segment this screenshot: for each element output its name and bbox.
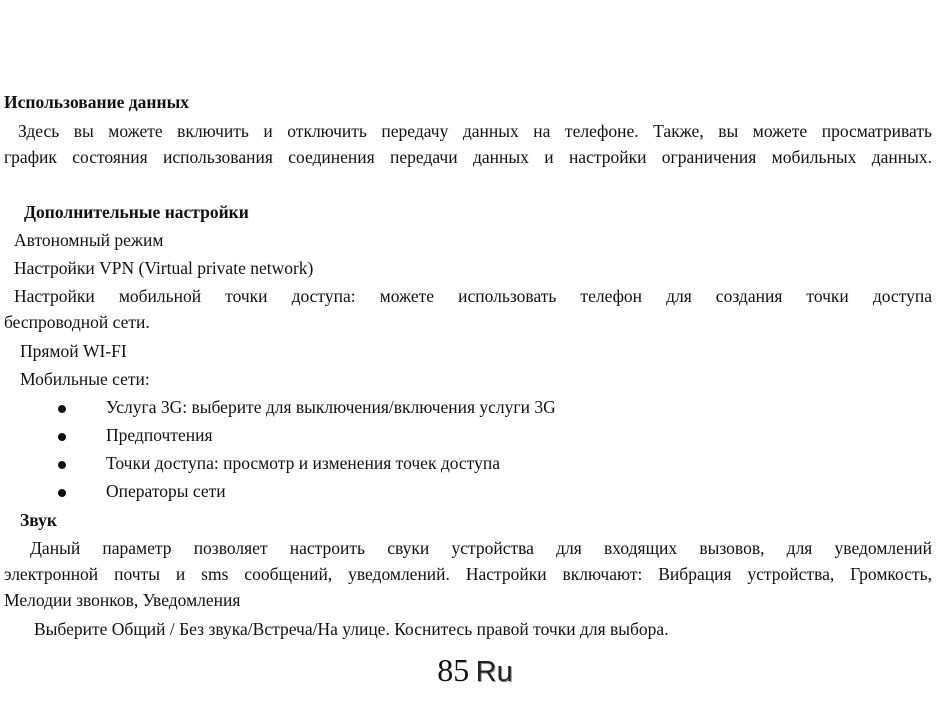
- bullet-icon: [58, 489, 66, 497]
- bullet-icon: [58, 461, 66, 469]
- hotspot-para-line2: беспроводной сети.: [4, 312, 150, 332]
- airplane-mode-item: Автономный режим: [14, 230, 164, 250]
- vpn-settings-item: Настройки VPN (Virtual private network): [14, 258, 314, 278]
- bullet-icon: [58, 405, 66, 413]
- list-item: Предпочтения: [106, 425, 213, 445]
- page-footer: [0, 652, 950, 689]
- heading-additional-settings: Дополнительные настройки: [24, 202, 249, 222]
- list-item: Операторы сети: [106, 481, 226, 501]
- bullet-icon: [58, 433, 66, 441]
- list-item: Услуга 3G: выберите для выключения/включения услуги 3G: [106, 397, 556, 417]
- data-usage-para-line2: график состояния использования соединения передачи данных и настройки ограничения мобильных данных.: [4, 147, 932, 167]
- list-item: Точки доступа: просмотр и изменения точек доступа: [106, 453, 500, 473]
- sound-para-line2: электронной почты и sms сообщений, уведомлений. Настройки включают: Вибрация устройства, Громкость,: [4, 564, 932, 584]
- wifi-direct-item: Прямой WI-FI: [20, 341, 127, 361]
- mobile-networks-item: Мобильные сети:: [20, 369, 150, 389]
- data-usage-para-line1: Здесь вы можете включить и отключить передачу данных на телефоне. Также, вы можете просматривать: [18, 121, 932, 141]
- sound-para-line3: Мелодии звонков, Уведомления: [4, 590, 241, 610]
- heading-data-usage: Использование данных: [4, 92, 189, 112]
- page-number: 85: [437, 652, 470, 688]
- heading-sound: Звук: [20, 510, 57, 530]
- sound-select-instruction: Выберите Общий / Без звука/Встреча/На улице. Коснитесь правой точки для выбора.: [34, 619, 669, 639]
- hotspot-para-line1: Настройки мобильной точки доступа: можете использовать телефон для создания точки доступа: [14, 286, 932, 306]
- sound-para-line1: Даный параметр позволяет настроить свуки устройства для входящих вызовов, для уведомлений: [30, 538, 932, 558]
- language-label: Ru: [475, 656, 513, 688]
